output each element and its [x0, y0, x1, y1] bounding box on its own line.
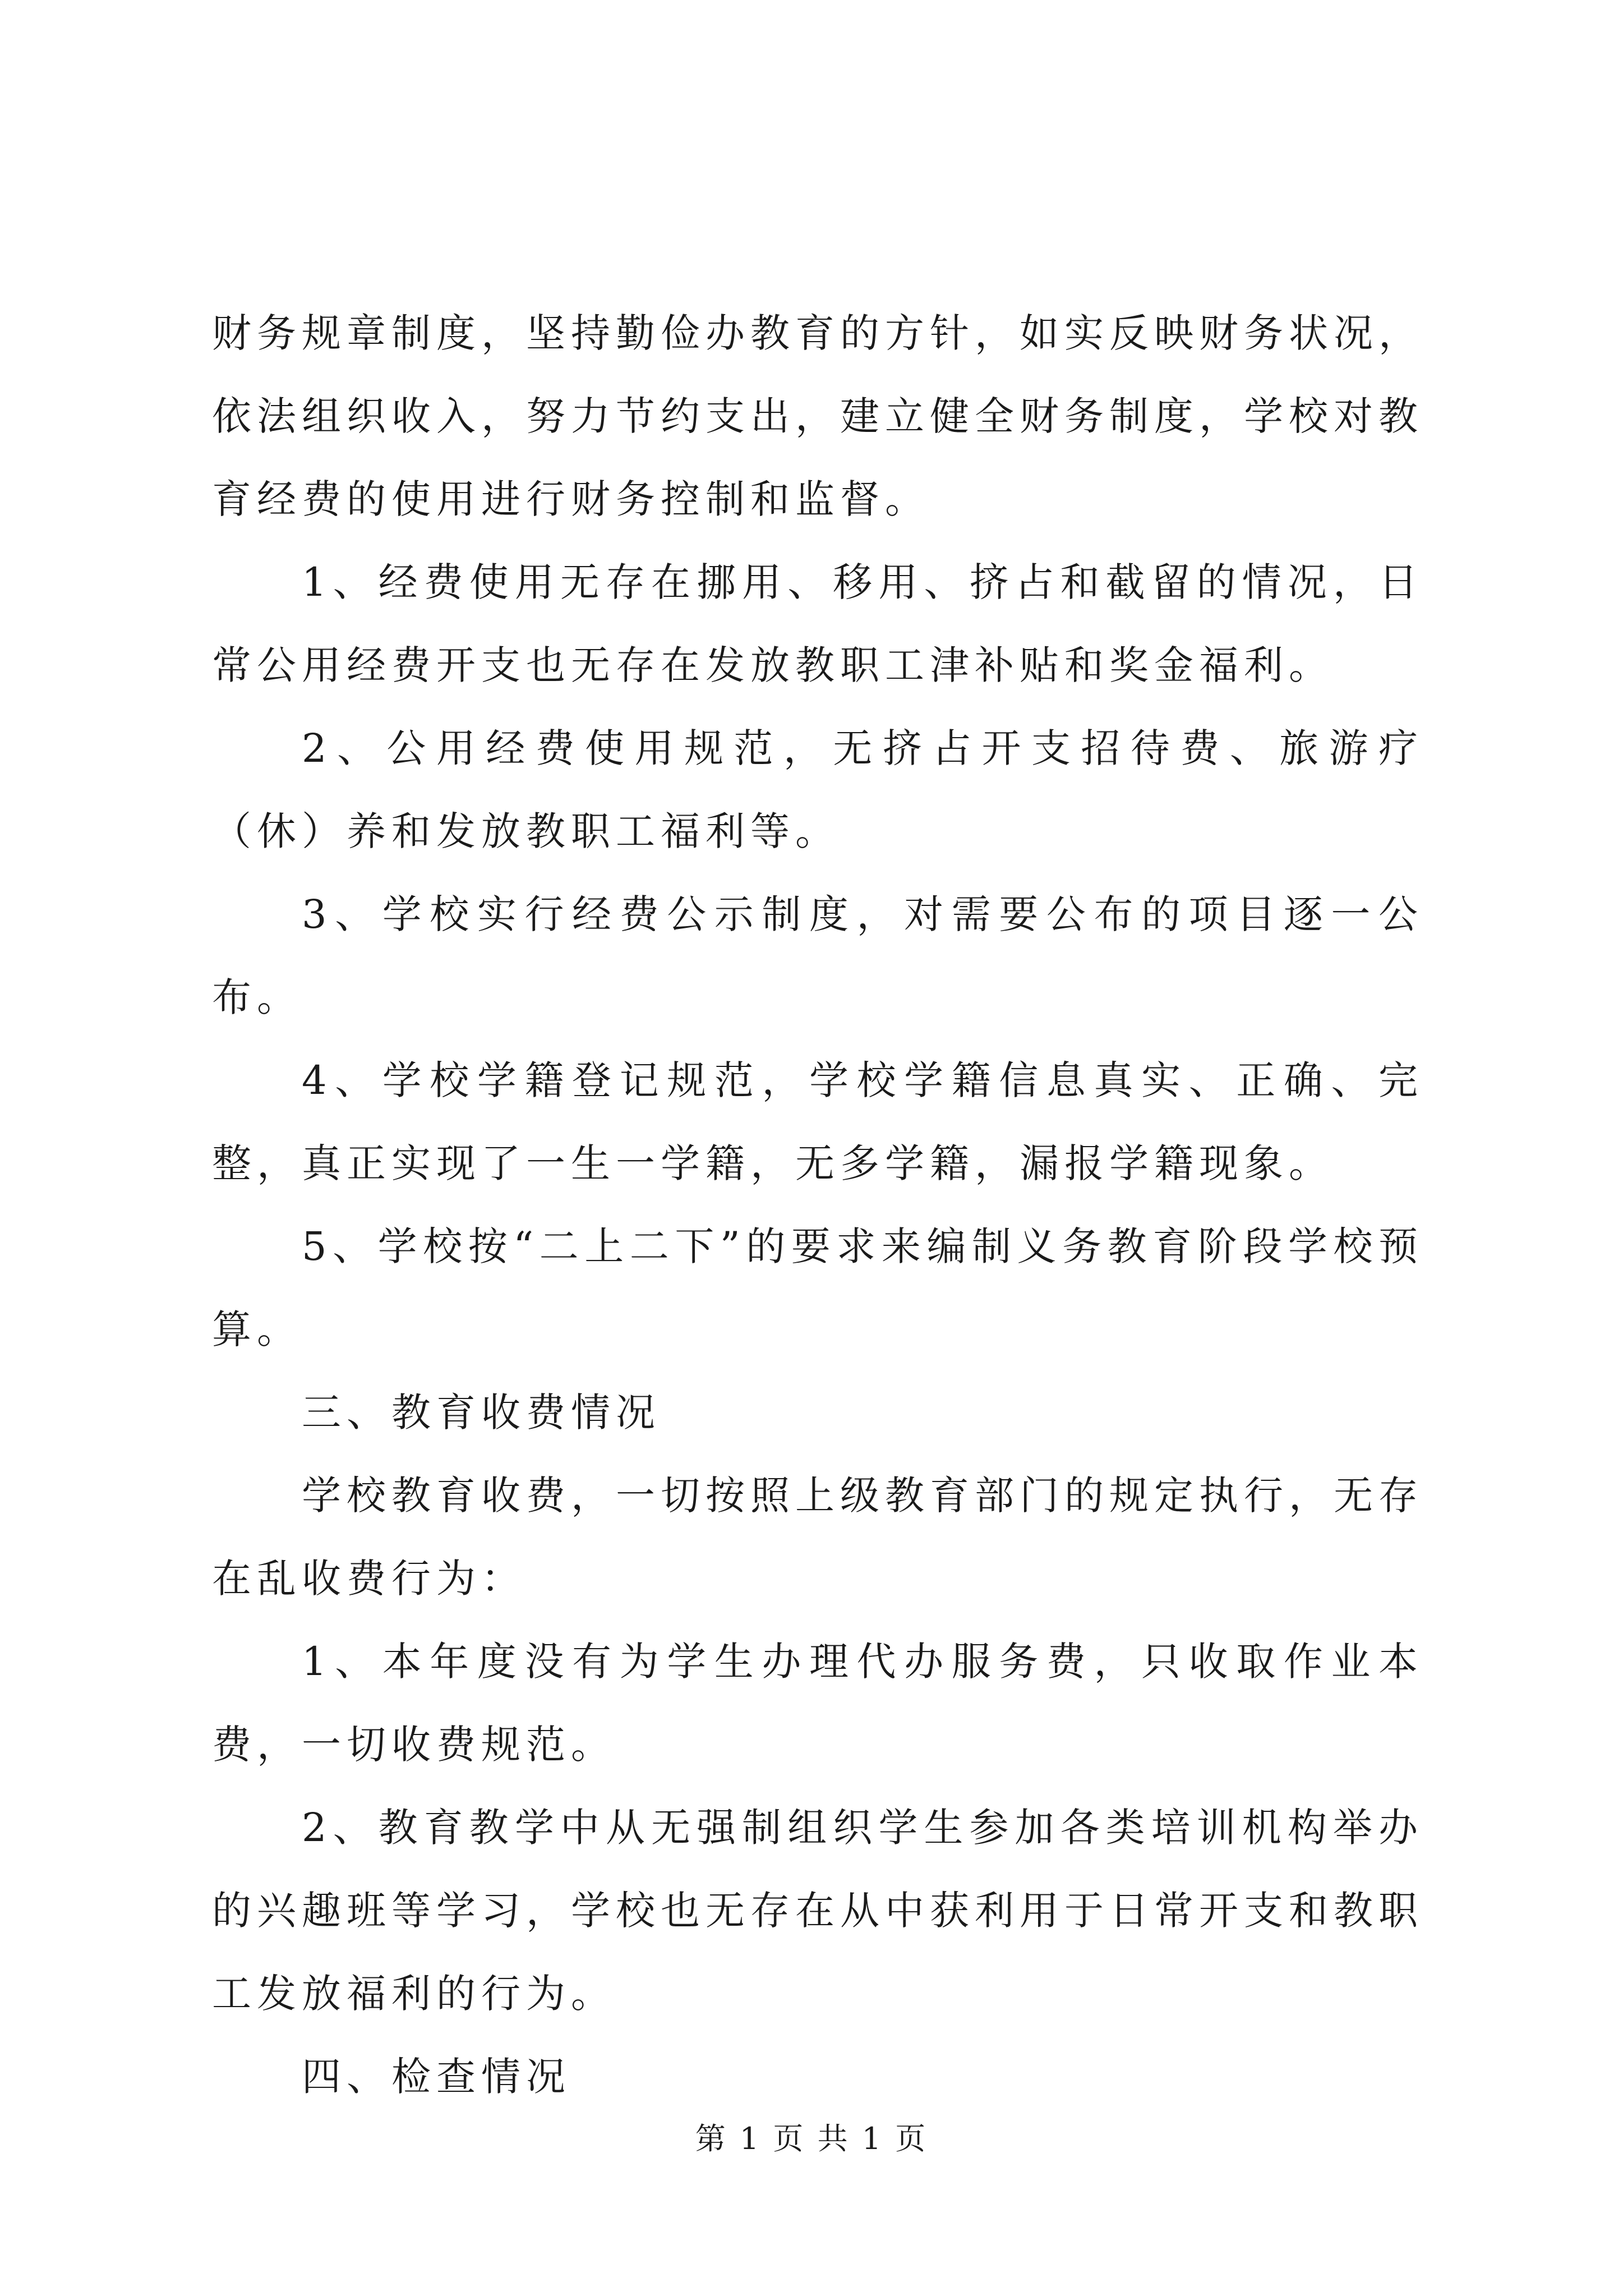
section-heading-fees: 三、教育收费情况: [302, 1389, 661, 1435]
list-item-5: 5、学校按“二上二下”的要求来编制义务教育阶段学校预算。: [212, 1223, 1423, 1352]
paragraph: 财务规章制度，坚持勤俭办教育的方针，如实反映财务状况，依法组织收入，努力节约支出，建立健全财务制度，学校对教育经费的使用进行财务控制和监督。: [212, 310, 1423, 522]
list-item-1: 1、经费使用无存在挪用、移用、挤占和截留的情况，日常公用经费开支也无存在发放教职工津补贴和奖金福利。: [212, 559, 1423, 688]
document-body: [212, 292, 1423, 2118]
list-item-3: 3、学校实行经费公示制度，对需要公布的项目逐一公布。: [212, 891, 1423, 1020]
list-item-1: 1、本年度没有为学生办理代办服务费，只收取作业本费，一切收费规范。: [212, 1639, 1423, 1768]
list-item-4: 4、学校学籍登记规范，学校学籍信息真实、正确、完整，真正实现了一生一学籍，无多学籍，漏报学籍现象。: [212, 1057, 1423, 1186]
section-heading-inspection: 四、检查情况: [302, 2054, 571, 2100]
paragraph: 学校教育收费，一切按照上级教育部门的规定执行，无存在乱收费行为：: [212, 1473, 1423, 1602]
list-item-2: 2、教育教学中从无强制组织学生参加各类培训机构举办的兴趣班等学习，学校也无存在从中获利用于日常开支和教职工发放福利的行为。: [212, 1805, 1423, 2017]
page-footer: 第 1 页 共 1 页: [695, 2121, 928, 2156]
list-item-2: 2、公用经费使用规范，无挤占开支招待费、旅游疗（休）养和发放教职工福利等。: [212, 725, 1423, 854]
